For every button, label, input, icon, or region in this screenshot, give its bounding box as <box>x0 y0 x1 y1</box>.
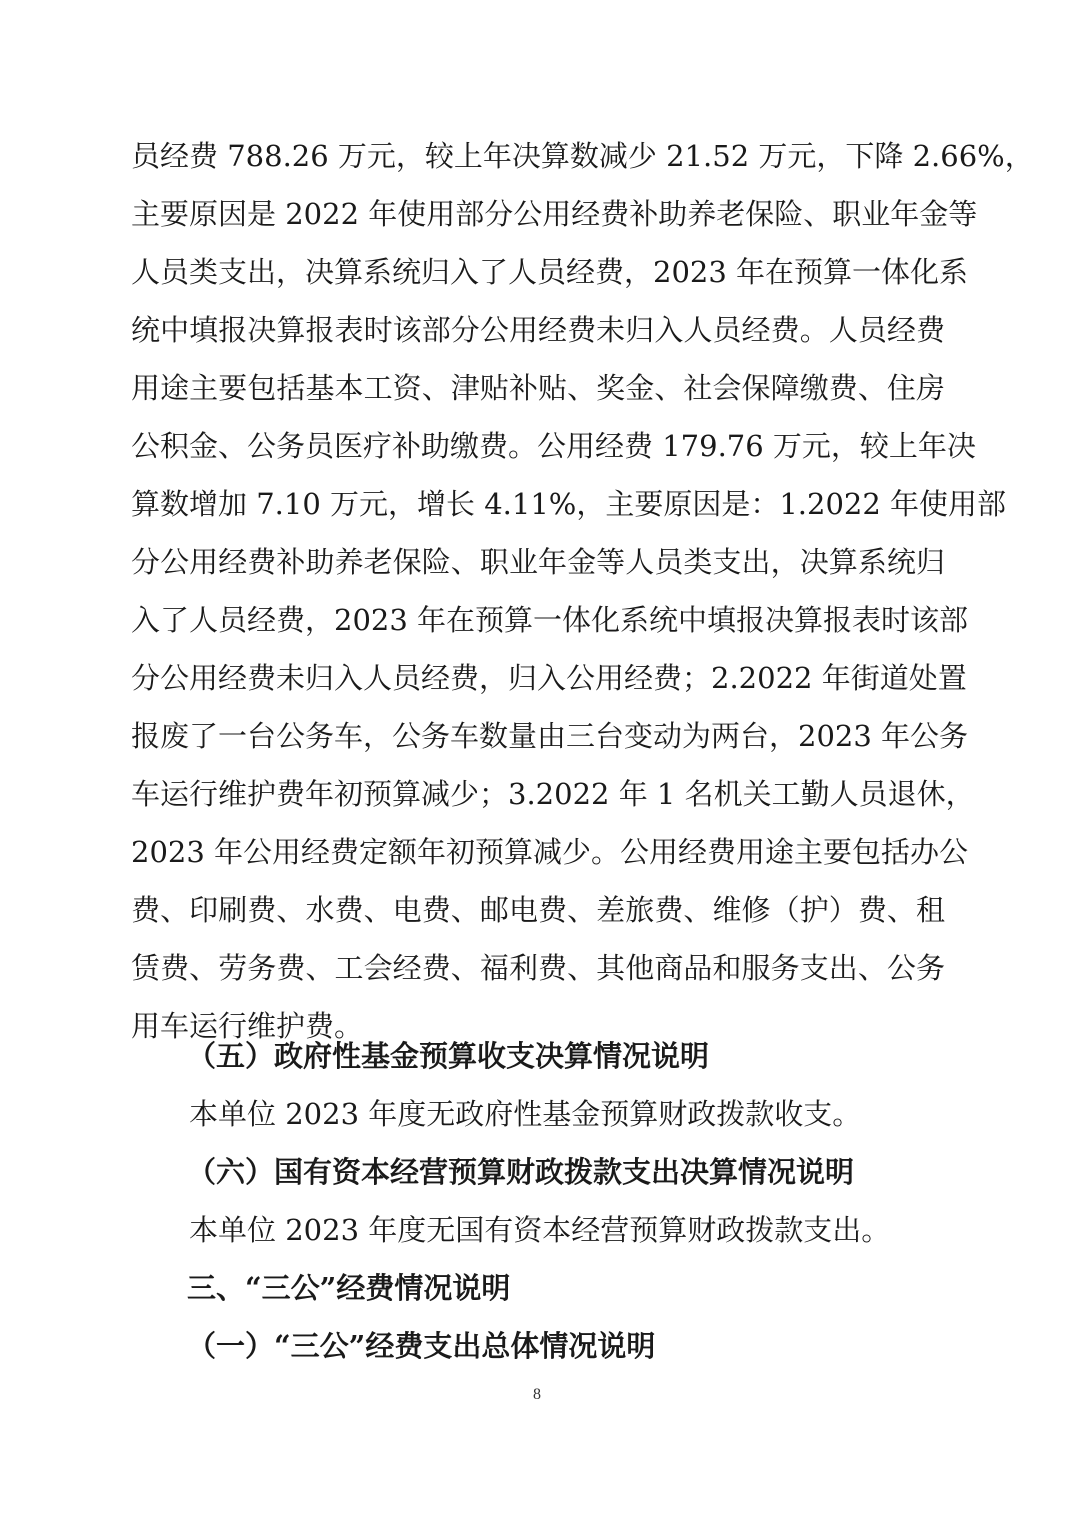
paragraph-line: 分公用经费补助养老保险、职业年金等人员类支出，决算系统归 <box>131 545 945 579</box>
paragraph-line: 分公用经费未归入人员经费，归入公用经费；2.2022 年街道处置 <box>131 661 967 695</box>
paragraph-line: 报废了一台公务车，公务车数量由三台变动为两台，2023 年公务 <box>131 719 969 753</box>
paragraph-line: 用途主要包括基本工资、津贴补贴、奖金、社会保障缴费、住房 <box>131 371 945 405</box>
paragraph-line: 统中填报决算报表时该部分公用经费未归入人员经费。人员经费 <box>131 313 945 347</box>
part-3-sub-1-heading: （一）“三公”经费支出总体情况说明 <box>187 1329 656 1363</box>
body-paragraph <box>131 127 1034 1055</box>
paragraph-line: 算数增加 7.10 万元，增长 4.11%，主要原因是：1.2022 年使用部 <box>131 487 1007 521</box>
section-5-heading: （五）政府性基金预算收支决算情况说明 <box>187 1039 710 1073</box>
paragraph-line: 赁费、劳务费、工会经费、福利费、其他商品和服务支出、公务 <box>131 951 945 985</box>
section-6-text: 本单位 2023 年度无国有资本经营预算财政拨款支出。 <box>189 1213 891 1247</box>
page-number: 8 <box>533 1386 541 1403</box>
paragraph-line: 车运行维护费年初预算减少；3.2022 年 1 名机关工勤人员退休， <box>131 777 975 811</box>
paragraph-line: 主要原因是 2022 年使用部分公用经费补助养老保险、职业年金等 <box>131 197 978 231</box>
paragraph-line: 2023 年公用经费定额年初预算减少。公用经费用途主要包括办公 <box>131 835 969 869</box>
paragraph-line: 员经费 788.26 万元，较上年决算数减少 21.52 万元，下降 2.66%， <box>131 139 1034 173</box>
paragraph-line: 用车运行维护费。 <box>131 1009 364 1043</box>
section-5-text: 本单位 2023 年度无政府性基金预算财政拨款收支。 <box>189 1097 862 1131</box>
paragraph-line: 入了人员经费，2023 年在预算一体化系统中填报决算报表时该部 <box>131 603 969 637</box>
paragraph-line: 费、印刷费、水费、电费、邮电费、差旅费、维修（护）费、租 <box>131 893 945 927</box>
sections-block <box>131 1027 945 1375</box>
paragraph-line: 人员类支出，决算系统归入了人员经费，2023 年在预算一体化系 <box>131 255 969 289</box>
part-3-heading: 三、“三公”经费情况说明 <box>187 1271 511 1305</box>
section-6-heading: （六）国有资本经营预算财政拨款支出决算情况说明 <box>187 1155 855 1189</box>
paragraph-line: 公积金、公务员医疗补助缴费。公用经费 179.76 万元，较上年决 <box>131 429 976 463</box>
